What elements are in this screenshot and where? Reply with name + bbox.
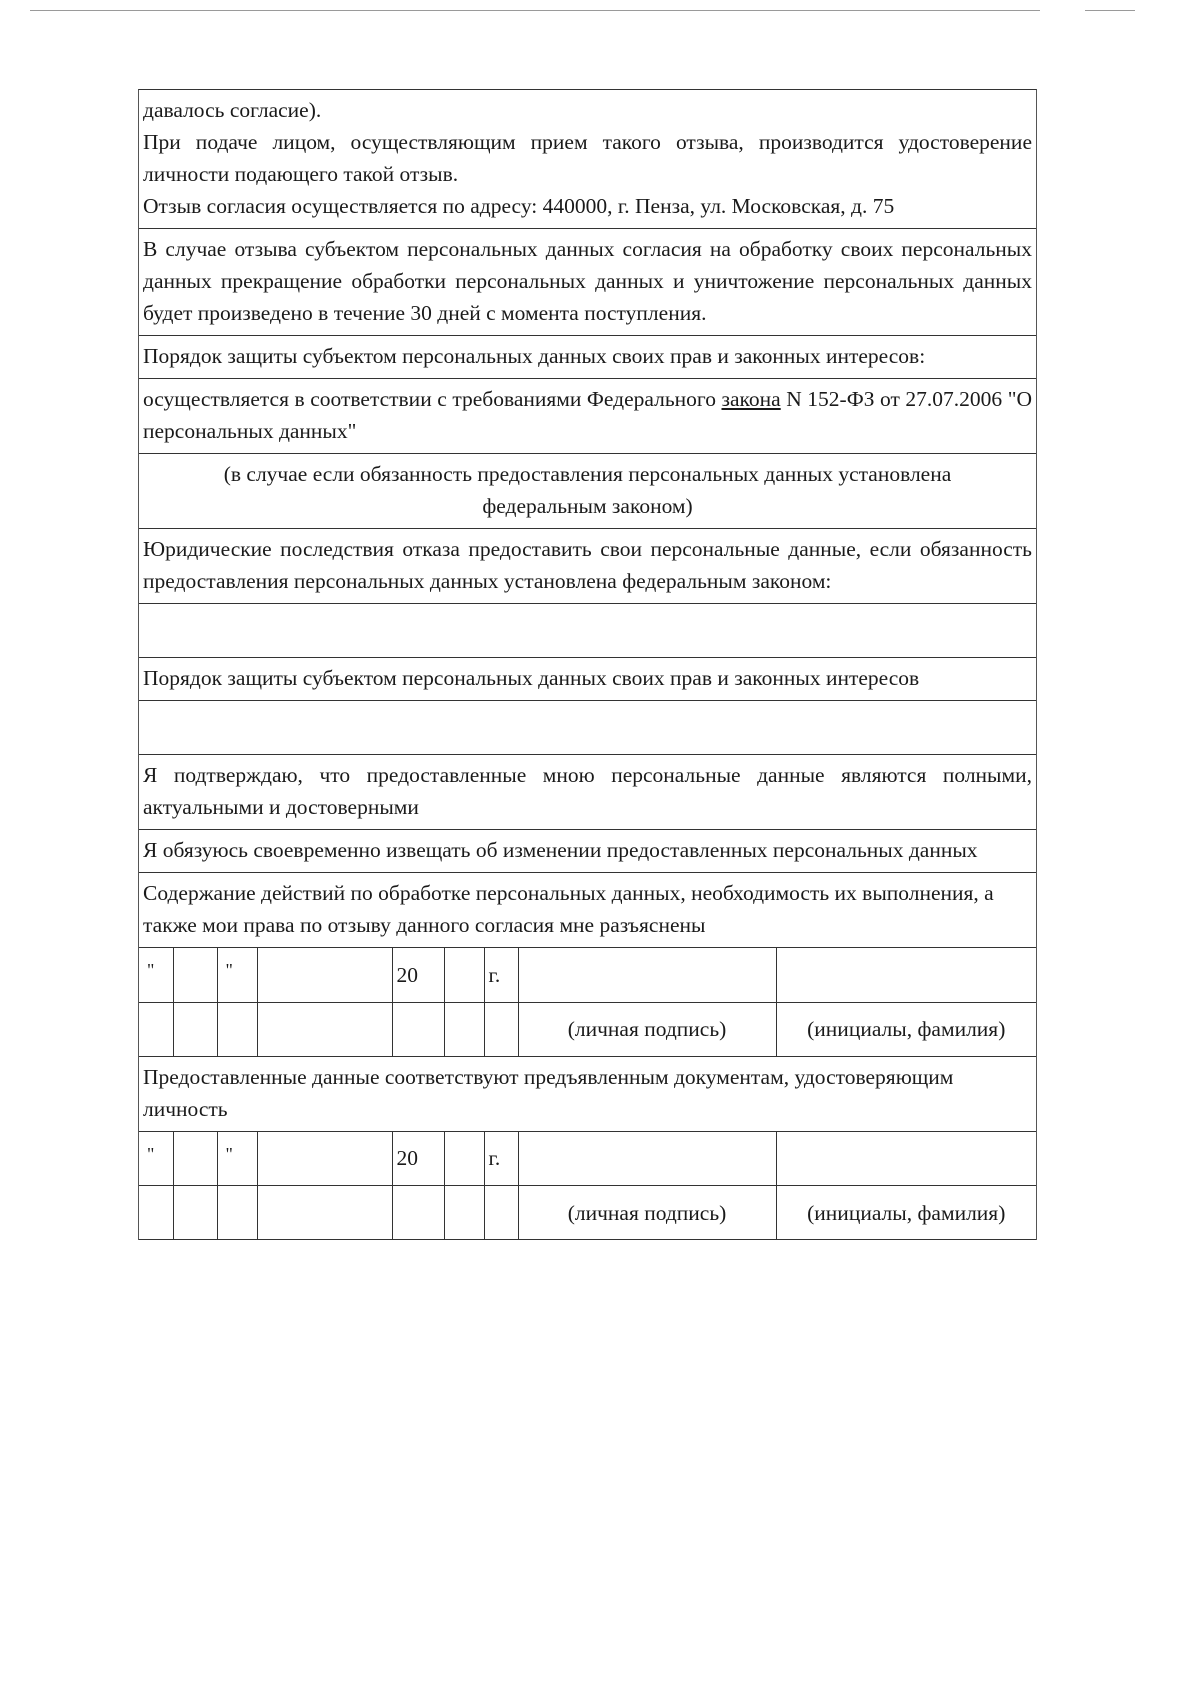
protection-heading: Порядок защиты субъектом персональных данных своих прав и законных интересов: [143, 344, 926, 368]
date-month-field[interactable] [257, 1132, 392, 1186]
signature-row-labels [139, 1002, 1036, 1056]
protection-heading-2: Порядок защиты субъектом персональных данных своих прав и законных интересов [143, 666, 920, 690]
protection-answer-field[interactable] [139, 701, 1036, 755]
name-label: (инициалы, фамилия) [776, 1002, 1036, 1056]
notify-text: Я обязуюсь своевременно извещать об изменении предоставленных персональных данных [143, 838, 978, 862]
verified-row [139, 1057, 1036, 1132]
date-day-field[interactable] [173, 1132, 217, 1186]
confirm-row [139, 755, 1036, 830]
date-year-suffix: г. [484, 948, 518, 1002]
signature-row-labels-2 [139, 1186, 1036, 1240]
date-year-suffix: г. [484, 1132, 518, 1186]
protection-text-after: N 152-ФЗ от 27.07.2006 "О персональных данных" [143, 387, 1033, 443]
date-day-field[interactable] [173, 948, 217, 1002]
date-year-field[interactable] [444, 1132, 484, 1186]
signature-label: (личная подпись) [518, 1002, 776, 1056]
date-month-field[interactable] [257, 948, 392, 1002]
signature-table-2 [139, 1132, 1036, 1241]
explained-row [139, 873, 1036, 948]
signature-row-date-2 [139, 1132, 1036, 1186]
date-year-field[interactable] [444, 948, 484, 1002]
signature-field[interactable] [518, 948, 776, 1002]
withdrawal-address: Отзыв согласия осуществляется по адресу: 440000, г. Пенза, ул. Московская, д. 75 [143, 194, 895, 218]
legal-consequences-answer-field[interactable] [139, 604, 1036, 658]
withdrawal-line-2: При подаче лицом, осуществляющим прием такого отзыва, производится удостоверение личности подающего такой отзыв. [143, 130, 1032, 186]
date-quote-close: " [217, 948, 257, 1002]
explained-text: Содержание действий по обработке персональных данных, необходимость их выполнения, а также мои права по отзыву данного согласия мне разъяснены [143, 881, 994, 937]
protection-text-before: осуществляется в соответствии с требованиями Федерального [143, 387, 722, 411]
scan-artifact-line [30, 10, 1040, 11]
signature-table-1 [139, 948, 1036, 1057]
withdrawal-line-1: давалось согласие). [143, 98, 322, 122]
date-year-prefix: 20 [392, 948, 444, 1002]
date-quote-open: " [139, 948, 173, 1002]
signature-block-1 [139, 948, 1036, 1057]
protection-text-row [139, 379, 1036, 454]
withdrawal-procedure-row [139, 90, 1036, 229]
legal-consequences-row [139, 529, 1036, 604]
date-year-prefix: 20 [392, 1132, 444, 1186]
signature-row-date [139, 948, 1036, 1002]
name-field[interactable] [776, 948, 1036, 1002]
consent-form-page [138, 89, 1037, 1240]
federal-note: (в случае если обязанность предоставления персональных данных установлена федеральным законом) [223, 462, 952, 518]
protection-heading-2-row [139, 658, 1036, 701]
signature-block-2 [139, 1132, 1036, 1241]
legal-consequences-text: Юридические последствия отказа предоставить свои персональные данные, если обязанность предоставления персональных данных установлена федеральным законом: [143, 537, 1032, 593]
termination-row [139, 229, 1036, 336]
name-label: (инициалы, фамилия) [776, 1186, 1036, 1240]
law-link[interactable]: закона [721, 387, 781, 411]
name-field[interactable] [776, 1132, 1036, 1186]
notify-row [139, 830, 1036, 873]
date-quote-open: " [139, 1132, 173, 1186]
federal-note-row [139, 454, 1036, 529]
signature-field[interactable] [518, 1132, 776, 1186]
signature-label: (личная подпись) [518, 1186, 776, 1240]
scan-artifact-line-right [1085, 10, 1135, 11]
protection-text [143, 383, 1032, 447]
date-quote-close: " [217, 1132, 257, 1186]
verified-text: Предоставленные данные соответствуют предъявленным документам, удостоверяющим личность [143, 1064, 954, 1121]
confirm-text: Я подтверждаю, что предоставленные мною персональные данные являются полными, актуальными и достоверными [143, 763, 1032, 819]
protection-heading-row [139, 336, 1036, 379]
termination-text: В случае отзыва субъектом персональных данных согласия на обработку своих персональных данных прекращение обработки персональных данных и уничтожение персональных данных будет произведено в течение 30 дней с момента поступления. [143, 237, 1032, 325]
